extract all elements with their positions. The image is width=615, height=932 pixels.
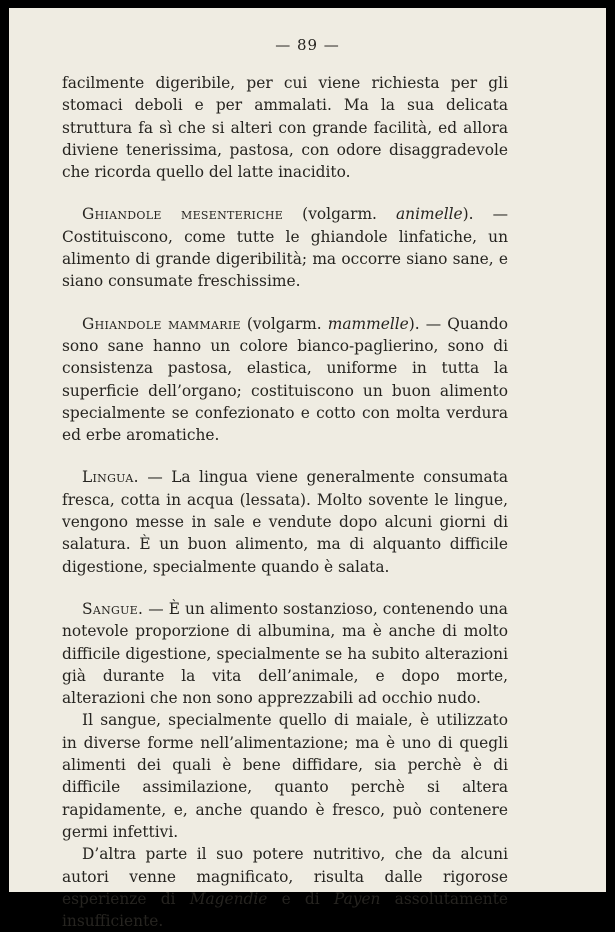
entry-heading: Ghiandole mesenteriche [82,205,284,224]
paragraph-sangue: Sangue. — È un alimento sostanzioso, contenendo una notevole proporzione di albumina, ma è anche di molto difficile digestione, specialmente se ha subito alterazioni già durante la vita dell’animale, e dopo morte, alterazioni che non sono apprezzabili ad occhio nudo. [62,599,508,708]
paragraph-lingua: Lingua. — La lingua viene generalmente consumata fresca, cotta in acqua (lessata). Molto sovente le lingue, vengono messe in sale e vendute dopo alcuni giorni di salatura. È un buon alimento, ma di alquanto difficile digestione, specialmente quando è salata. [62,468,508,576]
paragraph-ghiandole-mammarie: Ghiandole mammarie (volgarm. mammelle). — Quando sono sane hanno un colore bianco-paglierino, sono di consistenza pastosa, elastica, uniforme in tutta la superficie dell’organo; costituiscono un buon alimento specialmente se confezionato e cotto con molta verdura ed erbe aromatiche. [62,314,509,445]
paragraph-potere-nutritivo: D’altra parte il suo potere nutritivo, che da alcuni autori venne magnificato, risulta dalle rigorose esperienze di Magendie e di Payen assolutamente insufficiente. [62,845,509,931]
italic-term: animelle [396,205,463,224]
book-page [9,8,606,931]
author-name: Payen [333,889,381,908]
page-number: — 89 — [275,36,340,54]
paragraph-ghiandole-mesenteriche: Ghiandole mesenteriche (volgarm. animelle). — Costituiscono, come tutte le ghiandole linfatiche, un alimento di grande digeribilità; ma occorre siano sane, e siano consumate freschissime. [62,205,509,291]
body-text [62,72,508,932]
entry-heading: Sangue. [82,599,144,618]
entry-heading: Ghiandole mammarie [82,314,241,333]
author-name: Magendie [189,889,268,908]
entry-heading: Lingua. [82,468,139,487]
paragraph-continuation: facilmente digeribile, per cui viene richiesta per gli stomaci deboli e per ammalati. Ma la sua delicata struttura fa sì che si alteri con grande facilità, ed allora diviene tenerissima, pastosa, con odore disaggradevole che ricorda quello del latte inacidito. [62,74,508,182]
italic-term: mammelle [327,314,409,333]
paragraph-sangue-maiale: Il sangue, specialmente quello di maiale, è utilizzato in diverse forme nell’alimentazione; ma è uno di quegli alimenti dei quali è bene diffidare, sia perchè è di difficile assimilazione, quanto perchè si altera rapidamente, e, anche quando è fresco, può contenere germi infettivi. [62,711,508,841]
